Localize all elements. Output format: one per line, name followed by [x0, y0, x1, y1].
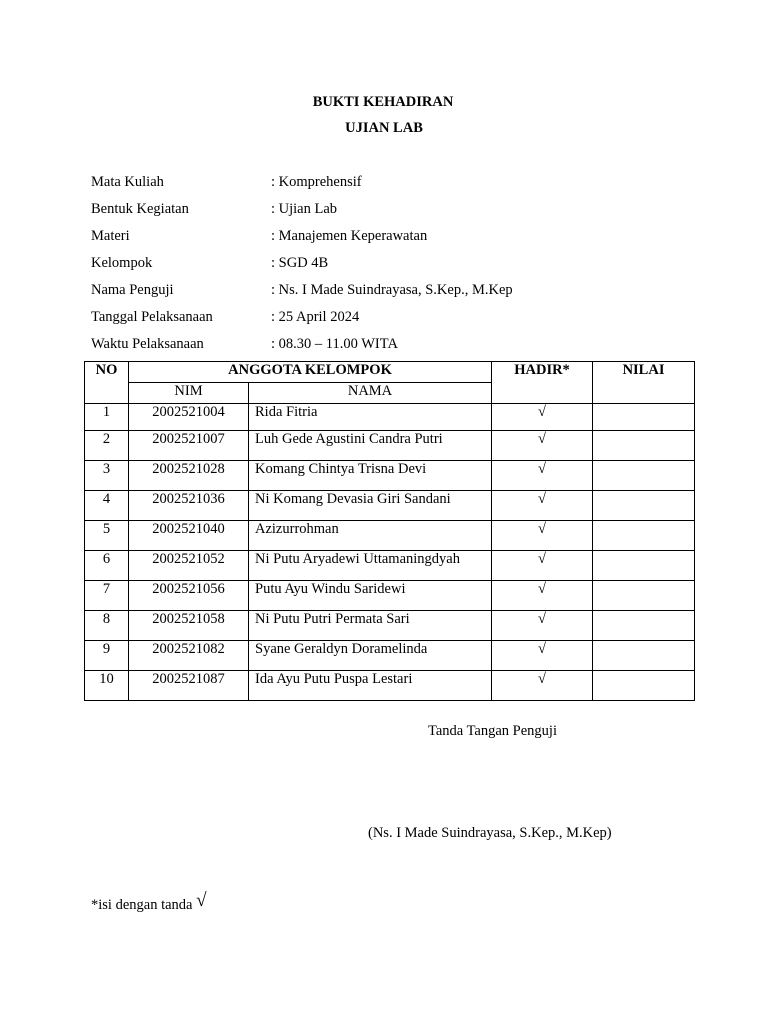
info-label-tanggal: Tanggal Pelaksanaan	[91, 309, 213, 325]
cell-no: 5	[85, 521, 129, 551]
cell-nim: 2002521087	[129, 671, 249, 701]
cell-hadir: √	[492, 641, 593, 671]
cell-hadir: √	[492, 551, 593, 581]
table-row	[85, 431, 695, 461]
cell-nim: 2002521007	[129, 431, 249, 461]
cell-nama: Ni Putu Aryadewi Uttamaningdyah	[249, 551, 492, 581]
signature-label: Tanda Tangan Penguji	[428, 723, 557, 739]
cell-nim: 2002521082	[129, 641, 249, 671]
info-value-materi: : Manajemen Keperawatan	[271, 228, 428, 244]
cell-nilai	[593, 581, 695, 611]
cell-nim: 2002521036	[129, 491, 249, 521]
cell-hadir: √	[492, 461, 593, 491]
cell-nim: 2002521004	[129, 404, 249, 431]
info-label-nama-penguji: Nama Penguji	[91, 282, 174, 298]
cell-nilai	[593, 521, 695, 551]
cell-nilai	[593, 551, 695, 581]
cell-no: 8	[85, 611, 129, 641]
cell-no: 4	[85, 491, 129, 521]
document-subtitle: UJIAN LAB	[345, 120, 423, 136]
cell-nilai	[593, 611, 695, 641]
table-row	[85, 671, 695, 701]
cell-nama: Syane Geraldyn Doramelinda	[249, 641, 492, 671]
table-row	[85, 521, 695, 551]
cell-nilai	[593, 404, 695, 431]
header-anggota-kelompok: ANGGOTA KELOMPOK	[129, 362, 492, 383]
info-value-mata-kuliah: : Komprehensif	[271, 174, 362, 190]
table-row	[85, 641, 695, 671]
header-nim: NIM	[129, 383, 249, 404]
info-value-bentuk-kegiatan: : Ujian Lab	[271, 201, 338, 217]
cell-hadir: √	[492, 671, 593, 701]
cell-hadir: √	[492, 611, 593, 641]
info-label-materi: Materi	[91, 228, 130, 244]
info-value-nama-penguji: : Ns. I Made Suindrayasa, S.Kep., M.Kep	[271, 282, 513, 298]
cell-nim: 2002521056	[129, 581, 249, 611]
cell-nim: 2002521052	[129, 551, 249, 581]
table-header-row	[85, 362, 695, 383]
footnote	[91, 890, 207, 915]
info-label-waktu: Waktu Pelaksanaan	[91, 336, 204, 352]
header-no: NO	[85, 362, 129, 404]
header-nilai: NILAI	[593, 362, 695, 404]
header-hadir: HADIR*	[492, 362, 593, 404]
cell-nama: Putu Ayu Windu Saridewi	[249, 581, 492, 611]
check-mark-icon: √	[196, 890, 207, 911]
table-row	[85, 461, 695, 491]
table-row	[85, 551, 695, 581]
cell-no: 9	[85, 641, 129, 671]
cell-nama: Rida Fitria	[249, 404, 492, 431]
info-value-kelompok: : SGD 4B	[271, 255, 329, 271]
cell-no: 6	[85, 551, 129, 581]
cell-nim: 2002521058	[129, 611, 249, 641]
header-nama: NAMA	[249, 383, 492, 404]
attendance-table	[84, 361, 695, 701]
cell-nilai	[593, 491, 695, 521]
cell-nama: Luh Gede Agustini Candra Putri	[249, 431, 492, 461]
cell-nim: 2002521040	[129, 521, 249, 551]
document-title: BUKTI KEHADIRAN	[312, 94, 454, 110]
cell-nama: Azizurrohman	[249, 521, 492, 551]
table-row	[85, 404, 695, 431]
cell-nilai	[593, 671, 695, 701]
cell-nilai	[593, 641, 695, 671]
info-value-waktu: : 08.30 – 11.00 WITA	[271, 336, 398, 352]
cell-hadir: √	[492, 491, 593, 521]
cell-hadir: √	[492, 581, 593, 611]
cell-nilai	[593, 461, 695, 491]
cell-hadir: √	[492, 521, 593, 551]
cell-nama: Ni Putu Putri Permata Sari	[249, 611, 492, 641]
info-label-bentuk-kegiatan: Bentuk Kegiatan	[91, 201, 189, 217]
cell-no: 7	[85, 581, 129, 611]
cell-hadir: √	[492, 404, 593, 431]
signature-name: (Ns. I Made Suindrayasa, S.Kep., M.Kep)	[368, 825, 612, 841]
cell-no: 2	[85, 431, 129, 461]
table-row	[85, 491, 695, 521]
cell-nama: Komang Chintya Trisna Devi	[249, 461, 492, 491]
cell-nim: 2002521028	[129, 461, 249, 491]
cell-nama: Ida Ayu Putu Puspa Lestari	[249, 671, 492, 701]
info-value-tanggal: : 25 April 2024	[271, 309, 360, 325]
cell-no: 1	[85, 404, 129, 431]
cell-nilai	[593, 431, 695, 461]
cell-nama: Ni Komang Devasia Giri Sandani	[249, 491, 492, 521]
cell-hadir: √	[492, 431, 593, 461]
info-label-mata-kuliah: Mata Kuliah	[91, 174, 164, 190]
cell-no: 10	[85, 671, 129, 701]
footnote-text: *isi dengan tanda	[91, 897, 197, 913]
cell-no: 3	[85, 461, 129, 491]
table-row	[85, 611, 695, 641]
info-label-kelompok: Kelompok	[91, 255, 153, 271]
table-row	[85, 581, 695, 611]
